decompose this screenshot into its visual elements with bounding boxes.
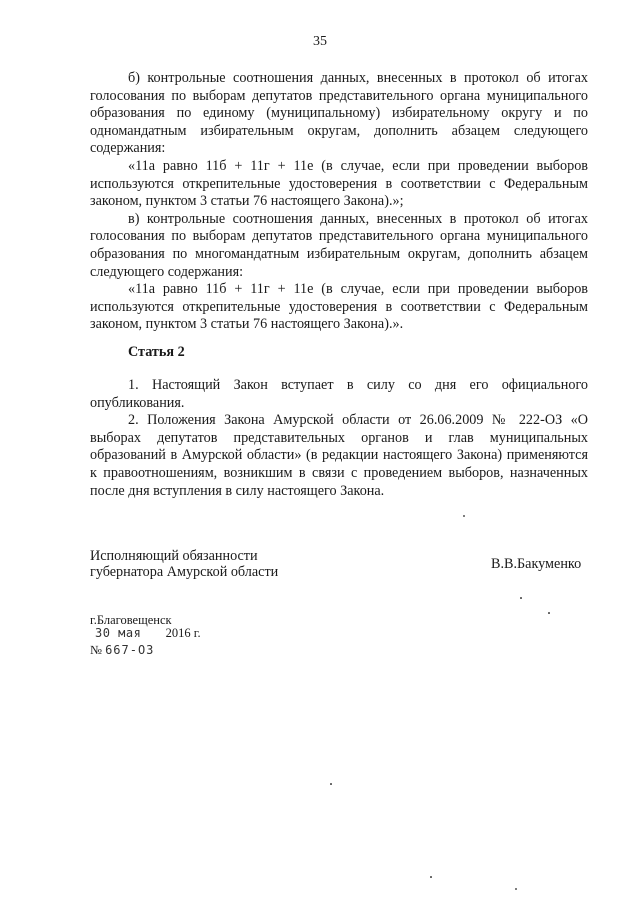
scan-speck bbox=[463, 515, 465, 517]
amendments-block bbox=[90, 70, 588, 334]
scan-speck bbox=[430, 876, 432, 878]
article-2-item-2: 2. Положения Закона Амурской области от 26.06.2009 № 222-ОЗ «О выборах депутатов представительных органов и глав муниципальных образований в Амурской области» (в редакции настоящего Закона) применяются к правоотношениям, возникшим в связи с проведением выборов, назначенных после дня вступления в силу настоящего Закона. bbox=[90, 412, 588, 499]
date-year: 2016 г. bbox=[165, 626, 201, 640]
law-number-prefix: № bbox=[90, 643, 102, 657]
paragraph-b: б) контрольные соотношения данных, внесенных в протокол об итогах голосования по выборам депутатов представительного органа муниципального образования по единому (муниципальному) избирательному округу и по одномандатным избирательным округам, дополнить абзацем следующего содержания: bbox=[90, 70, 588, 157]
paragraph-b-quote: «11а равно 11б + 11г + 11е (в случае, если при проведении выборов используются открепительные удостоверения в соответствии с Федеральным законом, пунктом 3 статьи 76 настоящего Закона).»; bbox=[90, 157, 588, 210]
signing-date bbox=[95, 626, 201, 641]
paragraph-v-quote: «11а равно 11б + 11г + 11е (в случае, если при проведении выборов используются открепительные удостоверения в соответствии с Федеральным законом, пунктом 3 статьи 76 настоящего Закона).». bbox=[90, 281, 588, 333]
signatory-title-line-1: Исполняющий обязанности bbox=[90, 548, 258, 564]
signatory-title bbox=[90, 548, 278, 580]
scan-speck bbox=[548, 612, 550, 614]
scan-speck bbox=[330, 783, 332, 785]
article-2-block bbox=[90, 377, 588, 500]
article-heading: Статья 2 bbox=[128, 344, 185, 360]
law-number-stamp: 667-ОЗ bbox=[105, 643, 155, 657]
date-stamp: 30 мая bbox=[95, 626, 142, 640]
signatory-name: В.В.Бакуменко bbox=[491, 556, 582, 572]
paragraph-v: в) контрольные соотношения данных, внесенных в протокол об итогах голосования по выборам депутатов представительного органа муниципального образования по многомандатным избирательным округам, дополнить абзацем следующего содержания: bbox=[90, 210, 588, 280]
article-2-item-1: 1. Настоящий Закон вступает в силу со дня его официального опубликования. bbox=[90, 377, 588, 411]
signatory-title-line-2: губернатора Амурской области bbox=[90, 564, 279, 580]
place-of-signing: г.Благовещенск bbox=[90, 613, 172, 627]
page-number: 35 bbox=[313, 34, 327, 49]
scan-speck bbox=[520, 597, 522, 599]
scan-speck bbox=[515, 888, 517, 890]
law-number bbox=[90, 643, 154, 658]
